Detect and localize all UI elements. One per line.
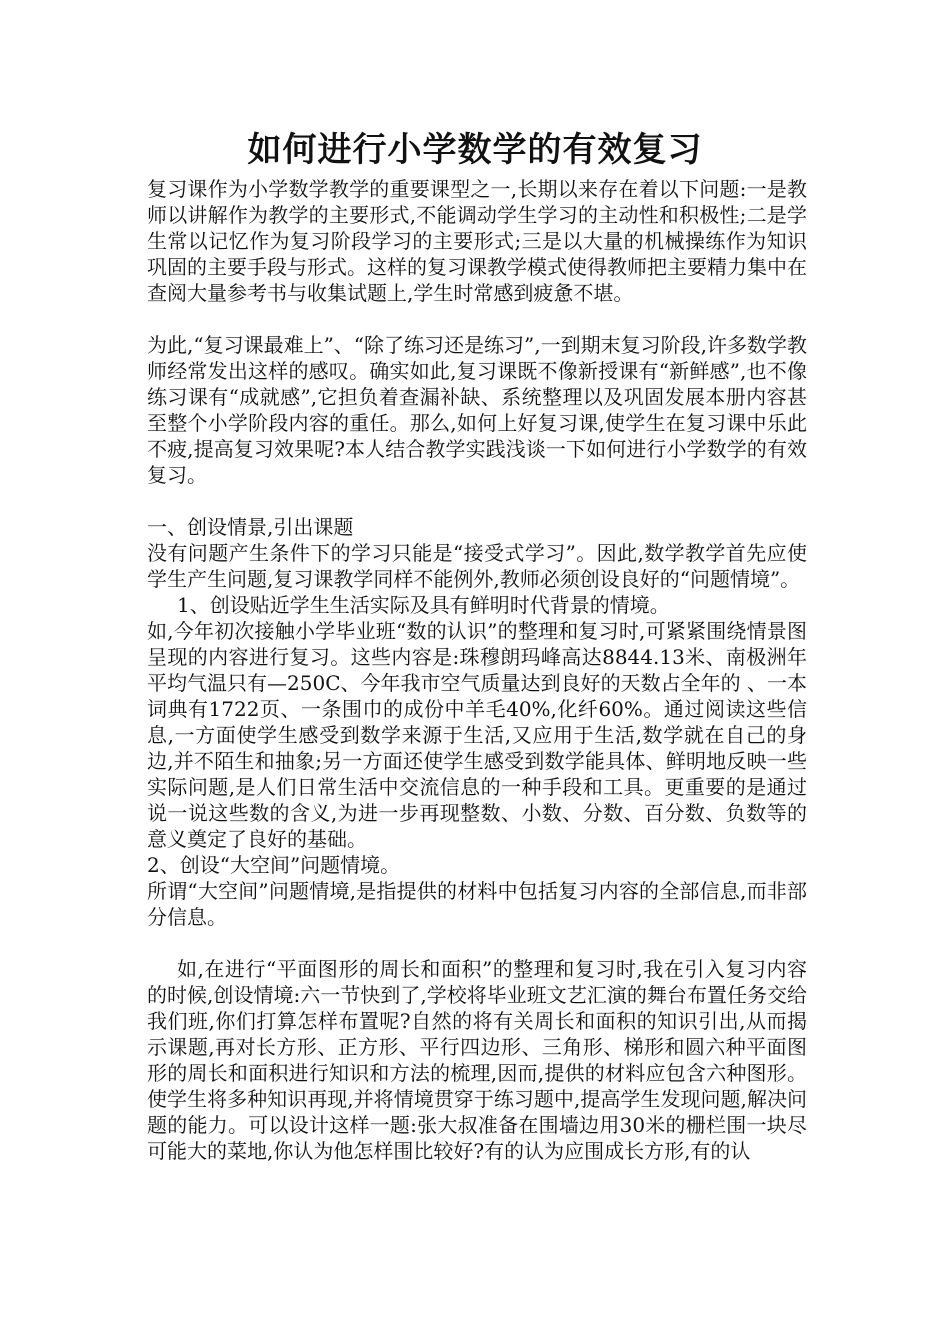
paragraph-gap [147,306,807,332]
document-body [147,176,807,1164]
subheading-2: 2、创设“大空间”问题情境。 [147,853,401,877]
paragraph-intro: 复习课作为小学数学教学的重要课型之一,长期以来存在着以下问题:一是教师以讲解作为教学的主要形式,不能调动学生学习的主动性和积极性;二是学生常以记忆作为复习阶段学习的主要形式;三是以大量的机械操练作为知识巩固的主要手段与形式。这样的复习课教学模式使得教师把主要精力集中在查阅大量参考书与收集试题上,学生时常感到疲惫不堪。 [147,177,807,305]
paragraph-section-1: 没有问题产生条件下的学习只能是“接受式学习”。因此,数学教学首先应使学生产生问题,复习课教学同样不能例外,教师必须创设良好的“问题情境”。 [147,541,807,591]
document-title: 如何进行小学数学的有效复习 [247,130,703,170]
section-heading-1: 一、创设情景,引出课题 [147,515,354,539]
paragraph-example-1: 如,今年初次接触小学毕业班“数的认识”的整理和复习时,可紧紧围绕情景图呈现的内容进行复习。这些内容是:珠穆朗玛峰高达8844.13米、南极洲年平均气温只有—250C、今年我市空气质量达到良好的天数占全年的 、一本词典有1722页、一条围巾的成份中羊毛40%,化纤60%。通过阅读这些信息,一方面使学生感受到数学来源于生活,又应用于生活,数学就在自己的身边,并不陌生和抽象;另一方面还使学生感受到数学能具体、鲜明地反映一些实际问题,是人们日常生活中交流信息的一种手段和工具。更重要的是通过说一说这些数的含义,为进一步再现整数、小数、分数、百分数、负数等的意义奠定了良好的基础。 [147,619,807,851]
paragraph-gap [147,488,807,514]
paragraph-gap [147,930,807,956]
paragraph-context: 为此,“复习课最难上”、“除了练习还是练习”,一到期末复习阶段,许多数学教师经常发出这样的感叹。确实如此,复习课既不像新授课有“新鲜感”,也不像练习课有“成就感”,它担负着查漏补缺、系统整理以及巩固发展本册内容甚至整个小学阶段内容的重任。那么,如何上好复习课,使学生在复习课中乐此不疲,提高复习效果呢?本人结合教学实践浅谈一下如何进行小学数学的有效复习。 [147,333,807,487]
subheading-1: 1、创设贴近学生生活实际及具有鲜明时代背景的情境。 [177,593,670,617]
paragraph-definition: 所谓“大空间”问题情境,是指提供的材料中包括复习内容的全部信息,而非部分信息。 [147,879,807,929]
paragraph-example-2: 如,在进行“平面图形的周长和面积”的整理和复习时,我在引入复习内容的时候,创设情境:六一节快到了,学校将毕业班文艺汇演的舞台布置任务交给我们班,你们打算怎样布置呢?自然的将有关周长和面积的知识引出,从而揭示课题,再对长方形、正方形、平行四边形、三角形、梯形和圆六种平面图形的周长和面积进行知识和方法的梳理,因而,提供的材料应包含六种图形。使学生将多种知识再现,并将情境贯穿于练习题中,提高学生发现问题,解决问题的能力。可以设计这样一题:张大叔准备在围墙边用30米的栅栏围一块尽可能大的菜地,你认为他怎样围比较好?有的认为应围成长方形,有的认 [147,957,807,1163]
